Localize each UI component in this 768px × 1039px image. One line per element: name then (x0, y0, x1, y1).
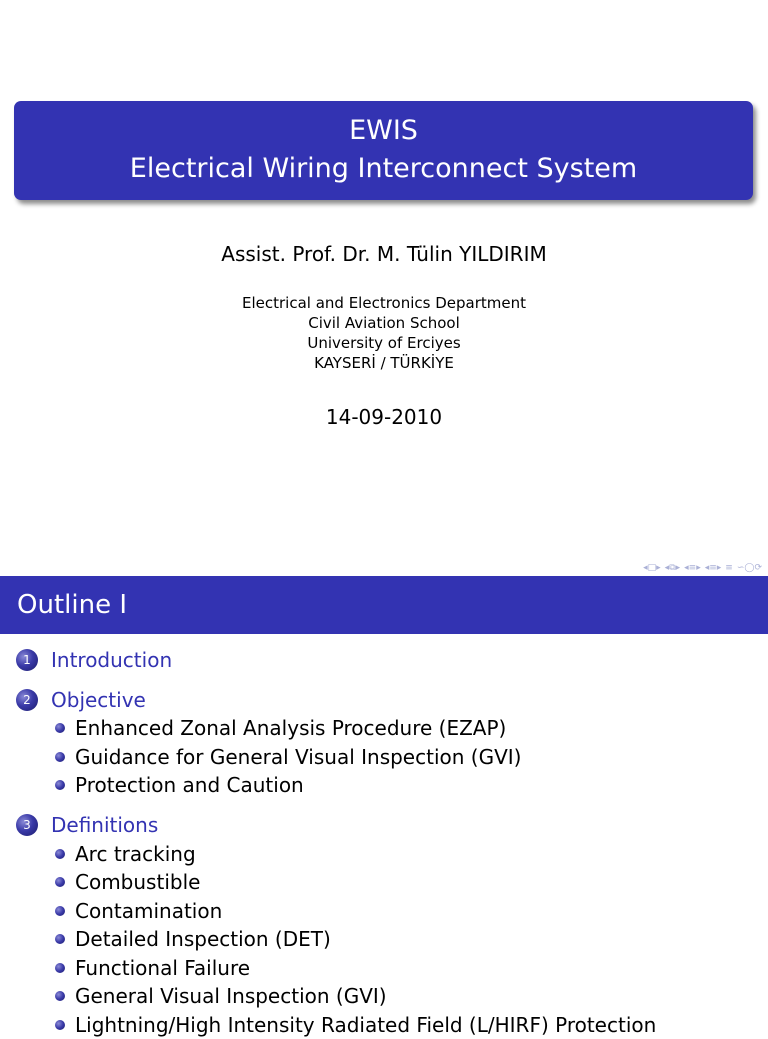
institute-line: University of Erciyes (307, 334, 461, 352)
bullet-icon (55, 1020, 65, 1030)
section-number-ball-icon: 1 (16, 649, 38, 671)
outline-subsection[interactable] (55, 954, 250, 982)
outline-subsection[interactable] (55, 743, 521, 771)
outline-subsection[interactable] (55, 897, 222, 925)
subsection-link[interactable]: Arc tracking (75, 842, 196, 866)
outline-subsection[interactable] (55, 771, 304, 799)
nav-prev-slide-icon[interactable]: ◂□▸ (643, 563, 661, 573)
subsection-link[interactable]: Guidance for General Visual Inspection (GVI) (75, 745, 522, 769)
nav-appendix-icon[interactable]: ≡ (725, 563, 733, 573)
bullet-icon (55, 849, 65, 859)
outline-slide (0, 576, 768, 1037)
bullet-icon (55, 752, 65, 762)
author: Assist. Prof. Dr. M. Tülin YILDIRIM (221, 242, 547, 266)
institute-line: KAYSERİ / TÜRKİYE (314, 354, 454, 372)
outline-subsection[interactable] (55, 1011, 656, 1039)
outline-section[interactable] (16, 686, 146, 714)
outline-subsection[interactable] (55, 925, 331, 953)
institute-line: Electrical and Electronics Department (242, 294, 526, 312)
outline-section[interactable] (16, 811, 158, 839)
subsection-link[interactable]: Detailed Inspection (DET) (75, 927, 331, 951)
subsection-link[interactable]: Lightning/High Intensity Radiated Field (L/HIRF) Protection (75, 1013, 657, 1037)
section-link[interactable]: Introduction (51, 648, 173, 672)
institute (0, 293, 768, 373)
outline-subsection[interactable] (55, 714, 506, 742)
outline-subsection[interactable] (55, 868, 200, 896)
subsection-link[interactable]: Functional Failure (75, 956, 251, 980)
title-box (14, 101, 753, 200)
bullet-icon (55, 723, 65, 733)
bullet-icon (55, 934, 65, 944)
frame-title: Outline I (17, 590, 127, 620)
subsection-link[interactable]: Contamination (75, 899, 223, 923)
nav-prev-section-icon[interactable]: ◂≡▸ (704, 563, 722, 573)
section-link[interactable]: Definitions (51, 813, 159, 837)
outline-subsection[interactable] (55, 982, 387, 1010)
frame-title-bar (0, 576, 768, 634)
section-number-ball-icon: 3 (16, 814, 38, 836)
bullet-icon (55, 877, 65, 887)
outline-section[interactable] (16, 646, 172, 674)
outline-subsection[interactable] (55, 840, 196, 868)
bullet-icon (55, 963, 65, 973)
section-number-ball-icon: 2 (16, 689, 38, 711)
date: 14-09-2010 (325, 405, 443, 429)
nav-prev-frame-icon[interactable]: ◂⧉▸ (664, 563, 681, 573)
bullet-icon (55, 780, 65, 790)
institute-line: Civil Aviation School (308, 314, 460, 332)
beamer-navigation-bar (643, 561, 762, 575)
subsection-link[interactable]: Enhanced Zonal Analysis Procedure (EZAP) (75, 716, 507, 740)
bullet-icon (55, 906, 65, 916)
nav-search-icon[interactable]: ∽◯⟳ (736, 563, 762, 573)
bullet-icon (55, 991, 65, 1001)
subsection-link[interactable]: Protection and Caution (75, 773, 304, 797)
section-link[interactable]: Objective (51, 688, 146, 712)
nav-prev-subsection-icon[interactable]: ◂≡▸ (684, 563, 701, 573)
presentation-subtitle: Electrical Wiring Interconnect System (129, 153, 638, 184)
presentation-title: EWIS (349, 115, 418, 146)
subsection-link[interactable]: Combustible (75, 870, 201, 894)
subsection-link[interactable]: General Visual Inspection (GVI) (75, 984, 387, 1008)
